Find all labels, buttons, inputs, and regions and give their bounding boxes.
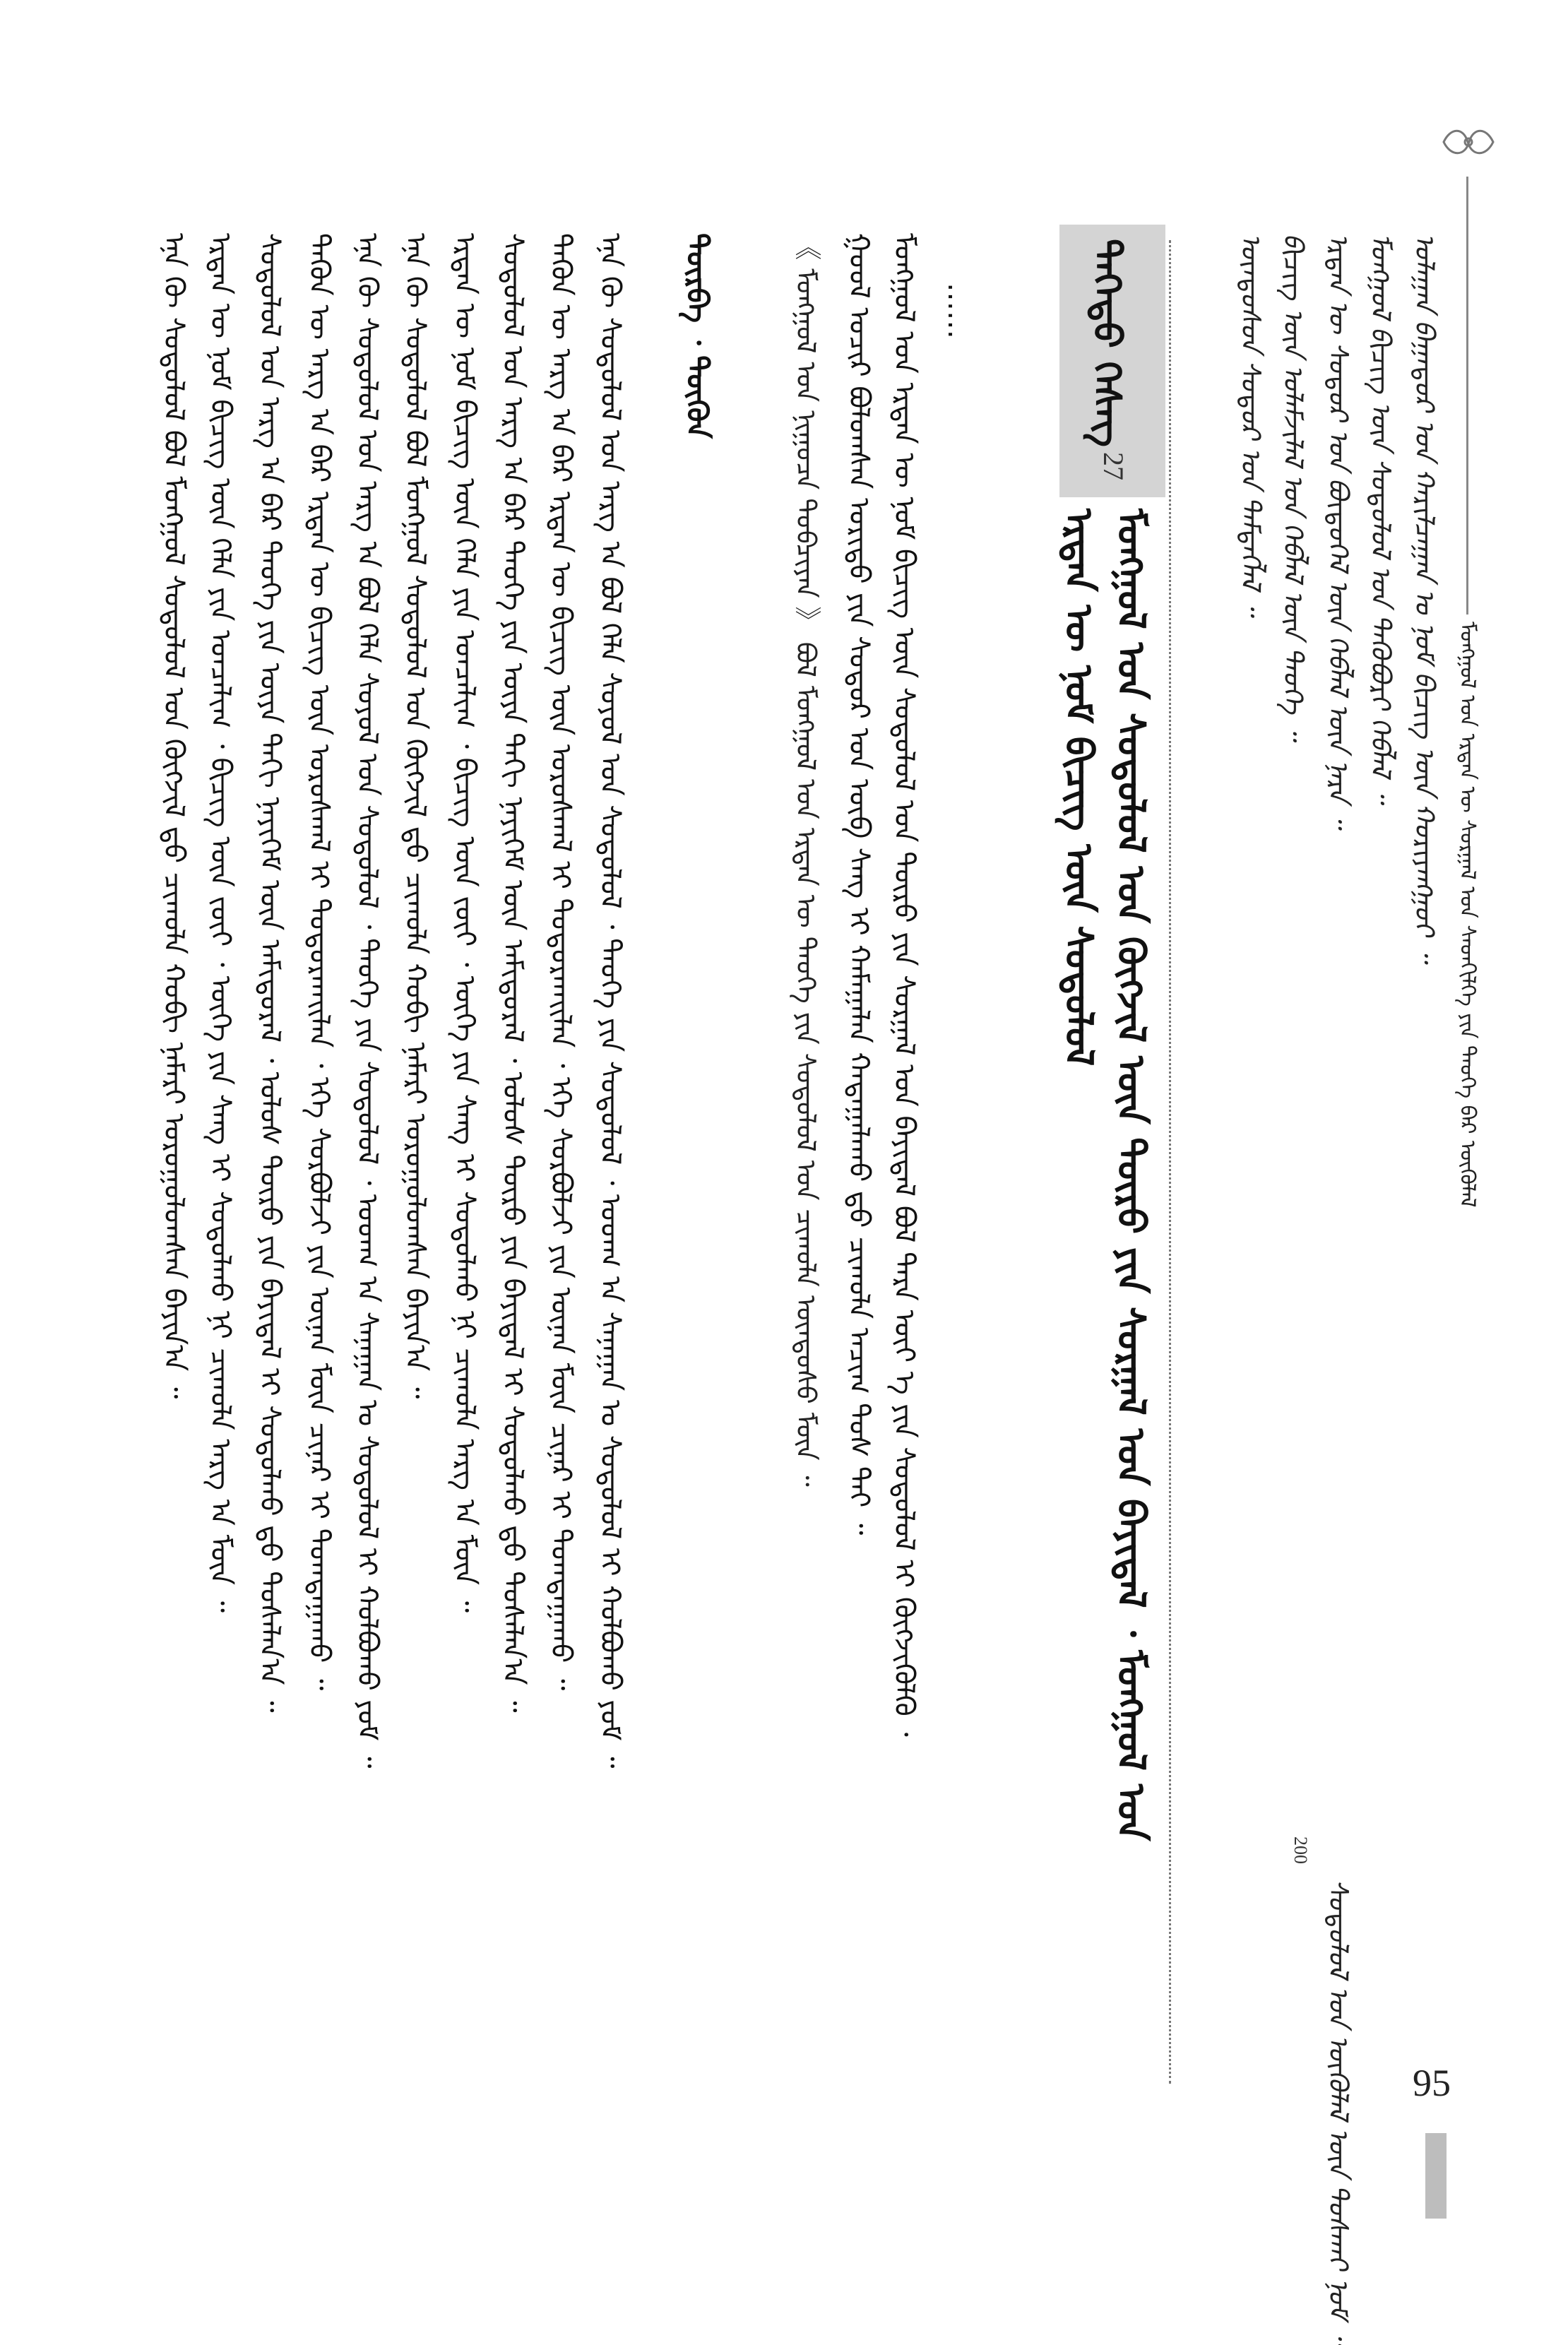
ellipsis: …… xyxy=(942,283,974,339)
reference-line: ᠰᠤᠳᠤᠯᠤᠯ ᠤᠨ ᠥᠭᠦᠯᠡᠯ ᠦᠨ ᠲᠤᠰᠬᠠᠢ ᠨᠣᠮ ᠃ xyxy=(1323,1879,1354,2345)
reference-line: ᠤᠯᠠᠭᠠᠨ ᠪᠠᠭᠠᠲᠤᠷ ᠤᠨ ᠬᠠᠷᠢᠯᠴᠠᠭᠠᠨ ᠤ ᠨᠣᠮ ᠪᠢᠴᠢᠭ ᠦᠨ ᠬᠤᠷᠢᠶᠠᠩᠭᠤᠢ ᠃ xyxy=(1409,233,1440,962)
running-header-title: ᠮᠣᠩᠭᠣᠯ ᠤᠨ ᠡᠷᠲᠡᠨ ᠦ ᠰᠤᠷᠭᠠᠯ ᠤᠨ ᠰᠡᠳᠬᠢᠯᠭᠡ ᠶᠢᠨ ᠲᠡᠦᠬᠡ ᠪᠡᠷ ᠦᠭᠦᠯᠡᠯ xyxy=(1455,622,1480,1208)
body-text-column: ᠭᠣᠣᠯ ᠤᠴᠢᠷ ᠪᠣᠯᠤᠭᠰᠠᠨ ᠤᠷᠢᠳᠤ ᠶᠢᠨ ᠰᠤᠳᠤᠷ ᠤᠨ ᠥᠪ ᠰᠠᠩ ᠢ ᠬᠠᠮᠠᠭᠠᠯᠠᠨ ᠬᠠᠳᠠᠭᠠᠯᠠᠬᠤ ᠳ᠋ᠤ ᠴᠢᠬᠤᠯᠠ ᠠᠴᠢᠭ ᠲᠤᠰ ᠲᠠᠢ ᠃ xyxy=(843,233,875,1536)
reference-line: ᠡᠷᠲᠡᠨ ᠦ ᠰᠤᠳᠤᠷ ᠤᠨ ᠪᠦᠲᠦᠭᠡᠯ ᠦᠨ ᠬᠡᠪᠯᠡᠯ ᠦᠨ ᠨᠡᠷᠡ ᠃ xyxy=(1323,233,1354,829)
chapter-label: ᠳᠡᠭᠡᠳᠦ ᠬᠡᠰᠡᠭ xyxy=(1085,239,1129,447)
body-text-column: ᠮᠣᠩᠭᠣᠯ ᠤᠨ ᠡᠷᠲᠡᠨ ᠦ ᠨᠣᠮ ᠪᠢᠴᠢᠭ ᠦᠨ ᠰᠤᠳᠤᠯᠤᠯ ᠤᠨ ᠲᠦᠷᠦ ᠶᠢᠨ ᠰᠤᠷᠭᠠᠯ ᠤᠨ ᠪᠠᠶᠢᠳᠠᠯ ᠪᠣᠯ ᠲᠡᠷᠡ ᠦᠶ ᠡ ᠶᠢᠨ ᠰᠤᠳᠤᠯᠤᠯ ᠢ ᠬᠥᠭᠵᠢᠭᠦᠯᠬᠦ ᠂ xyxy=(888,233,920,1737)
page-number: 95 xyxy=(1413,2062,1451,2104)
body-text-column: ᠰᠤᠳᠤᠯᠤᠯ ᠤᠨ ᠠᠷᠭ ᠠ ᠪᠠᠷ ᠲᠡᠦᠬᠡ ᠶᠢᠨ ᠦᠶᠡ ᠳᠡᠬᠢ ᠨᠡᠶᠢᠭᠡᠮ ᠦᠨ ᠠᠮᠢᠳᠤᠷᠠᠯ ᠂ ᠤᠯᠤᠰ ᠲᠥᠷᠦ ᠶᠢᠨ ᠪᠠᠶᠢᠳᠠᠯ ᠢ ᠰᠤᠳᠤᠯᠬᠤ ᠳ᠋ᠤ ᠲᠤᠰᠠᠯᠠᠨ᠎ᠠ ᠃ xyxy=(497,233,529,1713)
chapter-number: 27 xyxy=(1098,452,1129,480)
body-text-column: ᠡᠨᠡ ᠬᠦ ᠰᠤᠳᠤᠯᠤᠯ ᠤᠨ ᠠᠷᠭ ᠠ ᠪᠣᠯ ᠬᠡᠯᠡ ᠰᠣᠶᠤᠯ ᠤᠨ ᠰᠤᠳᠤᠯᠤᠯ ᠂ ᠲᠡᠦᠬᠡ ᠶᠢᠨ ᠰᠤᠳᠤᠯᠤᠯ ᠂ ᠤᠳᠬ ᠠ ᠰᠠᠨᠠᠭᠠᠨ ᠤ ᠰᠤᠳᠤᠯᠤᠯ ᠢ ᠬᠣᠯᠪᠣᠬᠤ ᠶᠤᠮ ᠃ xyxy=(594,233,626,1769)
header-ornament-icon xyxy=(1437,121,1500,162)
body-text-column: ᠡᠷᠲᠡᠨ ᠦ ᠨᠣᠮ ᠪᠢᠴᠢᠭ ᠦᠨ ᠬᠡᠯᠡ ᠶᠢᠨ ᠣᠨᠴᠠᠯᠢᠭ ᠂ ᠪᠢᠴᠢᠭ ᠦᠨ ᠵᠦᠢ ᠂ ᠦᠭᠡ ᠶᠢᠨ ᠰᠠᠩ ᠢ ᠰᠤᠳᠤᠯᠬᠤ ᠨᠢ ᠴᠢᠬᠤᠯᠠ ᠠᠷᠭ ᠠ ᠮᠥᠨ ᠃ xyxy=(204,233,237,1613)
body-text-column: ᠡᠨᠡ ᠬᠦ ᠰᠤᠳᠤᠯᠤᠯ ᠪᠣᠯ ᠮᠣᠩᠭᠣᠯ ᠰᠤᠳᠤᠯᠤᠯ ᠤᠨ ᠬᠥᠭᠵᠢᠯ ᠳ᠋ᠤ ᠴᠢᠬᠤᠯᠠ ᠬᠤᠪᠢ ᠨᠡᠮᠡᠷᠢ ᠣᠷᠣᠭᠤᠯᠤᠭᠰᠠᠨ ᠪᠠᠶᠢᠨ᠎ᠠ ᠃ xyxy=(399,233,432,1399)
chapter-title-line: ᠮᠣᠩᠭᠣᠯ ᠤᠨ ᠰᠤᠳᠤᠯᠤᠯ ᠤᠨ ᠬᠥᠭᠵᠢᠯ ᠦᠨ ᠲᠦᠷᠦ ᠶᠢᠨ ᠰᠤᠷᠭᠠᠯ ᠤᠨ ᠪᠠᠶᠢᠳᠠᠯ ᠂ ᠮᠣᠩᠭᠣᠯ ᠤᠨ xyxy=(1109,509,1153,1841)
reference-line: ᠦᠨᠳᠦᠰᠦᠨ ᠰᠤᠳᠤᠷ ᠤᠨ ᠲᠡᠮᠳᠡᠭᠯᠡᠯ ᠃ xyxy=(1235,233,1266,616)
chapter-title-line: ᠡᠷᠲᠡᠨ ᠦ ᠨᠣᠮ ᠪᠢᠴᠢᠭ ᠦᠨ ᠰᠤᠳᠤᠯᠤᠯ xyxy=(1057,509,1101,1067)
body-text-column: ᠰᠤᠳᠤᠯᠤᠯ ᠤᠨ ᠠᠷᠭ ᠠ ᠪᠠᠷ ᠲᠡᠦᠬᠡ ᠶᠢᠨ ᠦᠶᠡ ᠳᠡᠬᠢ ᠨᠡᠶᠢᠭᠡᠮ ᠦᠨ ᠠᠮᠢᠳᠤᠷᠠᠯ ᠂ ᠤᠯᠤᠰ ᠲᠥᠷᠦ ᠶᠢᠨ ᠪᠠᠶᠢᠳᠠᠯ ᠢ ᠰᠤᠳᠤᠯᠬᠤ ᠳ᠋ᠤ ᠲᠤᠰᠠᠯᠠᠨ᠎ᠠ ᠃ xyxy=(254,233,286,1713)
body-text-column: ᠡᠷᠲᠡᠨ ᠦ ᠨᠣᠮ ᠪᠢᠴᠢᠭ ᠦᠨ ᠬᠡᠯᠡ ᠶᠢᠨ ᠣᠨᠴᠠᠯᠢᠭ ᠂ ᠪᠢᠴᠢᠭ ᠦᠨ ᠵᠦᠢ ᠂ ᠦᠭᠡ ᠶᠢᠨ ᠰᠠᠩ ᠢ ᠰᠤᠳᠤᠯᠬᠤ ᠨᠢ ᠴᠢᠬᠤᠯᠠ ᠠᠷᠭ ᠠ ᠮᠥᠨ ᠃ xyxy=(449,233,481,1613)
body-text-column: ᠡᠨᠡ ᠬᠦ ᠰᠤᠳᠤᠯᠤᠯ ᠪᠣᠯ ᠮᠣᠩᠭᠣᠯ ᠰᠤᠳᠤᠯᠤᠯ ᠤᠨ ᠬᠥᠭᠵᠢᠯ ᠳ᠋ᠤ ᠴᠢᠬᠤᠯᠠ ᠬᠤᠪᠢ ᠨᠡᠮᠡᠷᠢ ᠣᠷᠣᠭᠤᠯᠤᠭᠰᠠᠨ ᠪᠠᠶᠢᠨ᠎ᠠ ᠃ xyxy=(158,233,190,1399)
body-text-column: ᠲᠡᠭᠦᠨ ᠦ ᠠᠷᠭ ᠠ ᠪᠠᠷ ᠡᠷᠲᠡᠨ ᠦ ᠪᠢᠴᠢᠭ ᠦᠨ ᠤᠷᠤᠰᠬᠠᠯ ᠢ ᠲᠣᠳᠣᠷᠬᠠᠢᠯᠠᠨ ᠂ ᠡᠬᠡ ᠰᠤᠷᠪᠤᠯᠵᠢ ᠶᠢᠨ ᠦᠨᠡᠨ ᠮᠥᠨ ᠴᠢᠨᠠᠷ ᠢ ᠲᠣᠭᠲᠠᠭᠠᠬᠤ ᠃ xyxy=(545,233,577,1691)
body-text-column: ᠡᠨᠡ ᠬᠦ ᠰᠤᠳᠤᠯᠤᠯ ᠤᠨ ᠠᠷᠭ ᠠ ᠪᠣᠯ ᠬᠡᠯᠡ ᠰᠣᠶᠤᠯ ᠤᠨ ᠰᠤᠳᠤᠯᠤᠯ ᠂ ᠲᠡᠦᠬᠡ ᠶᠢᠨ ᠰᠤᠳᠤᠯᠤᠯ ᠂ ᠤᠳᠬ ᠠ ᠰᠠᠨᠠᠭᠠᠨ ᠤ ᠰᠤᠳᠤᠯᠤᠯ ᠢ ᠬᠣᠯᠪᠣᠬᠤ ᠶᠤᠮ ᠃ xyxy=(351,233,384,1769)
page-edge-tab xyxy=(1425,2133,1447,2219)
section-label: ᠳᠥᠷᠪᠡ ᠂ ᠳᠦᠭᠦᠨ xyxy=(680,233,715,439)
reference-line: ᠪᠢᠴᠢᠭ᠌ ᠦᠨ ᠤᠯᠠᠮᠵᠢᠯᠠᠯ ᠤᠨ ᠬᠡᠪᠯᠡᠯ ᠦᠨ ᠲᠡᠦᠬᠡ ᠃ xyxy=(1278,233,1309,740)
dotted-divider xyxy=(1169,240,1171,2084)
header-rule xyxy=(1466,177,1468,615)
footnote-marker: 200 xyxy=(1290,1836,1311,1864)
quote-line: 《 ᠮᠣᠩᠭᠣᠯ ᠤᠨ ᠨᠢᠭᠤᠴᠠ ᠲᠤᠪᠴᠢᠶᠠᠨ 》 ᠪᠣᠯ ᠮᠣᠩᠭᠣᠯ ᠤᠨ ᠡᠷᠲᠡᠨ ᠦ ᠲᠡᠦᠬᠡ ᠶᠢᠨ ᠰᠤᠳᠤᠯᠤᠯ ᠤᠨ ᠴᠢᠬᠤᠯᠠ ᠦᠨᠳᠦᠰᠦ ᠮᠥᠨ ᠃ xyxy=(790,233,821,1487)
body-text-column: ᠲᠡᠭᠦᠨ ᠦ ᠠᠷᠭ ᠠ ᠪᠠᠷ ᠡᠷᠲᠡᠨ ᠦ ᠪᠢᠴᠢᠭ ᠦᠨ ᠤᠷᠤᠰᠬᠠᠯ ᠢ ᠲᠣᠳᠣᠷᠬᠠᠢᠯᠠᠨ ᠂ ᠡᠬᠡ ᠰᠤᠷᠪᠤᠯᠵᠢ ᠶᠢᠨ ᠦᠨᠡᠨ ᠮᠥᠨ ᠴᠢᠨᠠᠷ ᠢ ᠲᠣᠭᠲᠠᠭᠠᠬᠤ ᠃ xyxy=(303,233,335,1691)
reference-line: ᠮᠣᠩᠭᠣᠯ ᠪᠢᠴᠢᠭ ᠦᠨ ᠰᠤᠳᠤᠯᠤᠯ ᠤᠨ ᠲᠡᠭᠦᠪᠦᠷᠢ ᠬᠡᠪᠯᠡᠯ ᠃ xyxy=(1365,233,1396,803)
